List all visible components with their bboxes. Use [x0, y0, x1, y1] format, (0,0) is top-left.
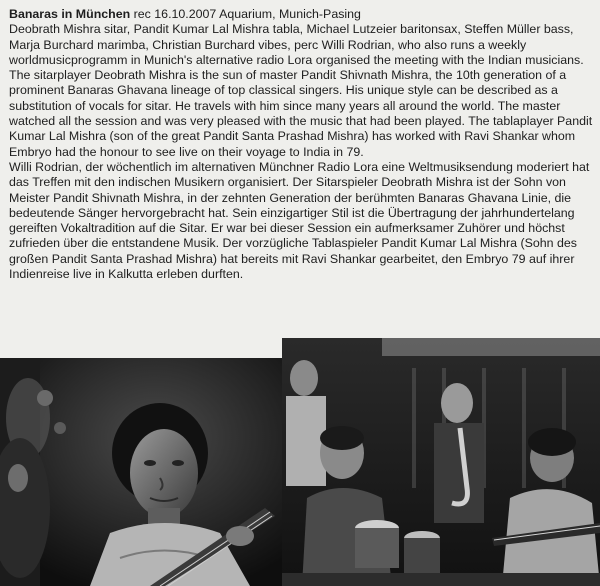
photo-ensemble — [282, 338, 600, 586]
english-text: Deobrath Mishra sitar, Pandit Kumar Lal Mishra tabla, Michael Lutzeier baritonsax, Steffen Müller bass, Marja Burchard marimba, Christian Burchard vibes, perc Willi Rodrian, who also runs a weekly worldmusicprogramm in Munich's alternative radio Lora organised the meeting with the Indian musicians. The sitarplayer Deobrath Mishra is the sun of master Pandit Shivnath Mishra, the 10th generation of a prominent Banaras Ghavana lineage of top classical singers. His unique style can be described as a substitution of vocals for sitar. He travels with him since many years all around the world. The master watched all the session and was very pleased with the music that had been played. The tablaplayer Pandit Kumar Lal Mishra (son of the great Pandit Santa Prashad Mishra) has worked with Ravi Shankar whom Embryo had the honour to see live on their voyage to India in 79. — [9, 22, 593, 159]
photo-sitar-player-image — [0, 358, 282, 586]
photo-ensemble-image — [282, 338, 600, 586]
article-subtitle: rec 16.10.2007 Aquarium, Munich-Pasing — [133, 7, 361, 21]
english-paragraph — [9, 7, 595, 160]
photo-sitar-player — [0, 358, 282, 586]
german-paragraph: Willi Rodrian, der wöchentlich im alternativen Münchner Radio Lora eine Weltmusiksendung moderiert hat das Treffen mit den indischen Musikern organisiert. Der Sitarspieler Deobrath Mishra ist der Sohn von Meister Pandit Shivnath Mishra, in der zehnten Generation der berühmten Banaras Ghavana Linie, die bedeutende Sänger hervorgebracht hat. Sein einzigartiger Stil ist die Übertragung der jahrhundertelang gereiften Vokaltradition auf die Sitar. Er war bei dieser Session ein aufmerksamer Zuhörer und höchst zufrieden über die entstandene Musik. Der vorzügliche Tablaspieler Pandit Kumar Lal Mishra (Sohn des großen Pandit Santa Prashad Mishra) hat bereits mit Ravi Shankar gearbeitet, den Embryo 79 auf ihrer Indienreise live in Kalkutta erleben durften. — [9, 159, 590, 282]
article-title: Banaras in München — [9, 7, 131, 21]
liner-notes-text — [9, 7, 595, 282]
